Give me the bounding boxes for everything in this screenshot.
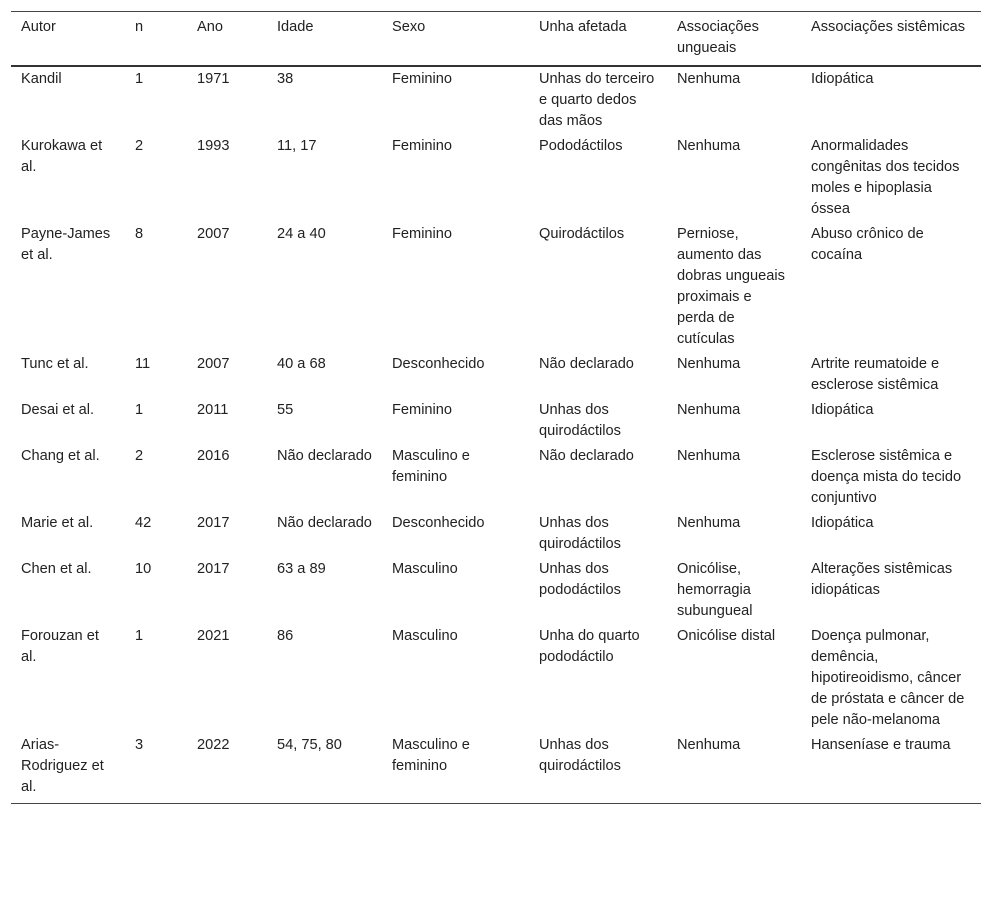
cell-unha-afetada: Não declarado — [539, 356, 634, 372]
table-header-row — [11, 12, 981, 67]
cell-idade: 86 — [277, 628, 294, 644]
cell-sexo: Desconhecido — [392, 356, 485, 372]
cell-unha-afetada: Unhas dos quirodáctilos — [539, 515, 621, 552]
cell-associacoes-sistemicas: Abuso crônico de cocaína — [811, 226, 924, 263]
cell-idade: 24 a 40 — [277, 226, 326, 242]
cell-unha-afetada: Unhas dos pododáctilos — [539, 561, 621, 598]
cell-associacoes-ungueais: Nenhuma — [677, 402, 741, 418]
cell-idade: 11, 17 — [277, 138, 317, 154]
header-associacoes-ungueais: Associações ungueais — [677, 19, 759, 56]
cell-sexo: Feminino — [392, 402, 453, 418]
table-row — [11, 556, 981, 623]
cell-n: 11 — [135, 356, 151, 372]
header-associacoes-sistemicas: Associações sistêmicas — [811, 19, 966, 35]
header-sexo: Sexo — [392, 19, 426, 35]
cell-associacoes-sistemicas: Alterações sistêmicas idiopáticas — [811, 561, 953, 598]
cell-autor: Tunc et al. — [21, 356, 89, 372]
cell-ano: 2016 — [197, 448, 230, 464]
cell-n: 1 — [135, 628, 144, 644]
cell-sexo: Feminino — [392, 71, 453, 87]
cell-ano: 2007 — [197, 356, 230, 372]
cell-n: 2 — [135, 138, 144, 154]
cell-n: 8 — [135, 226, 144, 242]
cell-n: 10 — [135, 561, 152, 577]
cell-sexo: Feminino — [392, 226, 453, 242]
cell-sexo: Masculino e feminino — [392, 737, 470, 774]
cell-associacoes-sistemicas: Idiopática — [811, 71, 874, 87]
table-row — [11, 732, 981, 804]
cell-associacoes-sistemicas: Doença pulmonar, demência, hipotireoidismo, câncer de próstata e câncer de pele não-melanoma — [811, 628, 965, 728]
cell-associacoes-sistemicas: Esclerose sistêmica e doença mista do tecido conjuntivo — [811, 448, 962, 506]
header-n: n — [135, 19, 144, 35]
cell-autor: Kurokawa et al. — [21, 138, 103, 175]
cell-associacoes-ungueais: Perniose, aumento das dobras ungueais proximais e perda de cutículas — [677, 226, 785, 347]
header-unha-afetada: Unha afetada — [539, 19, 627, 35]
cell-autor: Chen et al. — [21, 561, 92, 577]
cell-associacoes-ungueais: Onicólise, hemorragia subungueal — [677, 561, 753, 619]
table-row — [11, 623, 981, 732]
cell-ano: 2021 — [197, 628, 230, 644]
cell-associacoes-sistemicas: Artrite reumatoide e esclerose sistêmica — [811, 356, 940, 393]
cell-associacoes-ungueais: Onicólise distal — [677, 628, 776, 644]
cell-idade: 63 a 89 — [277, 561, 326, 577]
cell-idade: 38 — [277, 71, 294, 87]
header-autor: Autor — [21, 19, 56, 35]
cell-sexo: Masculino — [392, 561, 458, 577]
cell-unha-afetada: Pododáctilos — [539, 138, 623, 154]
cell-associacoes-ungueais: Nenhuma — [677, 737, 741, 753]
cell-ano: 2017 — [197, 561, 230, 577]
cell-idade: 54, 75, 80 — [277, 737, 342, 753]
cell-associacoes-ungueais: Nenhuma — [677, 71, 741, 87]
table-row — [11, 443, 981, 510]
table-row — [11, 351, 981, 397]
cell-autor: Arias-Rodriguez et al. — [21, 737, 104, 795]
cell-autor: Kandil — [21, 71, 62, 87]
cell-idade: Não declarado — [277, 448, 372, 464]
cell-sexo: Masculino — [392, 628, 458, 644]
cell-ano: 2022 — [197, 737, 230, 753]
cell-associacoes-ungueais: Nenhuma — [677, 356, 741, 372]
cell-autor: Payne-James et al. — [21, 226, 111, 263]
cell-n: 2 — [135, 448, 144, 464]
cell-unha-afetada: Unhas dos quirodáctilos — [539, 737, 621, 774]
table-row — [11, 133, 981, 221]
header-idade: Idade — [277, 19, 314, 35]
cell-unha-afetada: Quirodáctilos — [539, 226, 625, 242]
table-row — [11, 397, 981, 443]
table-row — [11, 66, 981, 133]
cell-associacoes-ungueais: Nenhuma — [677, 448, 741, 464]
cell-ano: 1993 — [197, 138, 230, 154]
cell-n: 1 — [135, 71, 144, 87]
data-table — [11, 11, 981, 804]
header-ano: Ano — [197, 19, 223, 35]
cell-sexo: Desconhecido — [392, 515, 485, 531]
cell-n: 1 — [135, 402, 144, 418]
cell-n: 3 — [135, 737, 144, 753]
cell-unha-afetada: Não declarado — [539, 448, 634, 464]
cell-autor: Marie et al. — [21, 515, 94, 531]
cell-sexo: Feminino — [392, 138, 453, 154]
cell-idade: Não declarado — [277, 515, 372, 531]
cell-autor: Desai et al. — [21, 402, 95, 418]
cell-associacoes-sistemicas: Hanseníase e trauma — [811, 737, 951, 753]
cell-sexo: Masculino e feminino — [392, 448, 470, 485]
cell-associacoes-sistemicas: Idiopática — [811, 515, 874, 531]
cell-associacoes-ungueais: Nenhuma — [677, 515, 741, 531]
cell-n: 42 — [135, 515, 152, 531]
cell-idade: 55 — [277, 402, 294, 418]
table-row — [11, 221, 981, 351]
cell-associacoes-sistemicas: Anormalidades congênitas dos tecidos moles e hipoplasia óssea — [811, 138, 960, 217]
cell-associacoes-ungueais: Nenhuma — [677, 138, 741, 154]
cell-autor: Chang et al. — [21, 448, 100, 464]
cell-ano: 2011 — [197, 402, 229, 418]
cell-ano: 2017 — [197, 515, 230, 531]
cell-unha-afetada: Unhas do terceiro e quarto dedos das mãos — [539, 71, 655, 129]
cell-autor: Forouzan et al. — [21, 628, 99, 665]
cell-associacoes-sistemicas: Idiopática — [811, 402, 874, 418]
data-table-container — [11, 11, 981, 804]
cell-idade: 40 a 68 — [277, 356, 326, 372]
cell-ano: 2007 — [197, 226, 230, 242]
cell-unha-afetada: Unhas dos quirodáctilos — [539, 402, 621, 439]
cell-unha-afetada: Unha do quarto pododáctilo — [539, 628, 640, 665]
cell-ano: 1971 — [197, 71, 230, 87]
table-row — [11, 510, 981, 556]
